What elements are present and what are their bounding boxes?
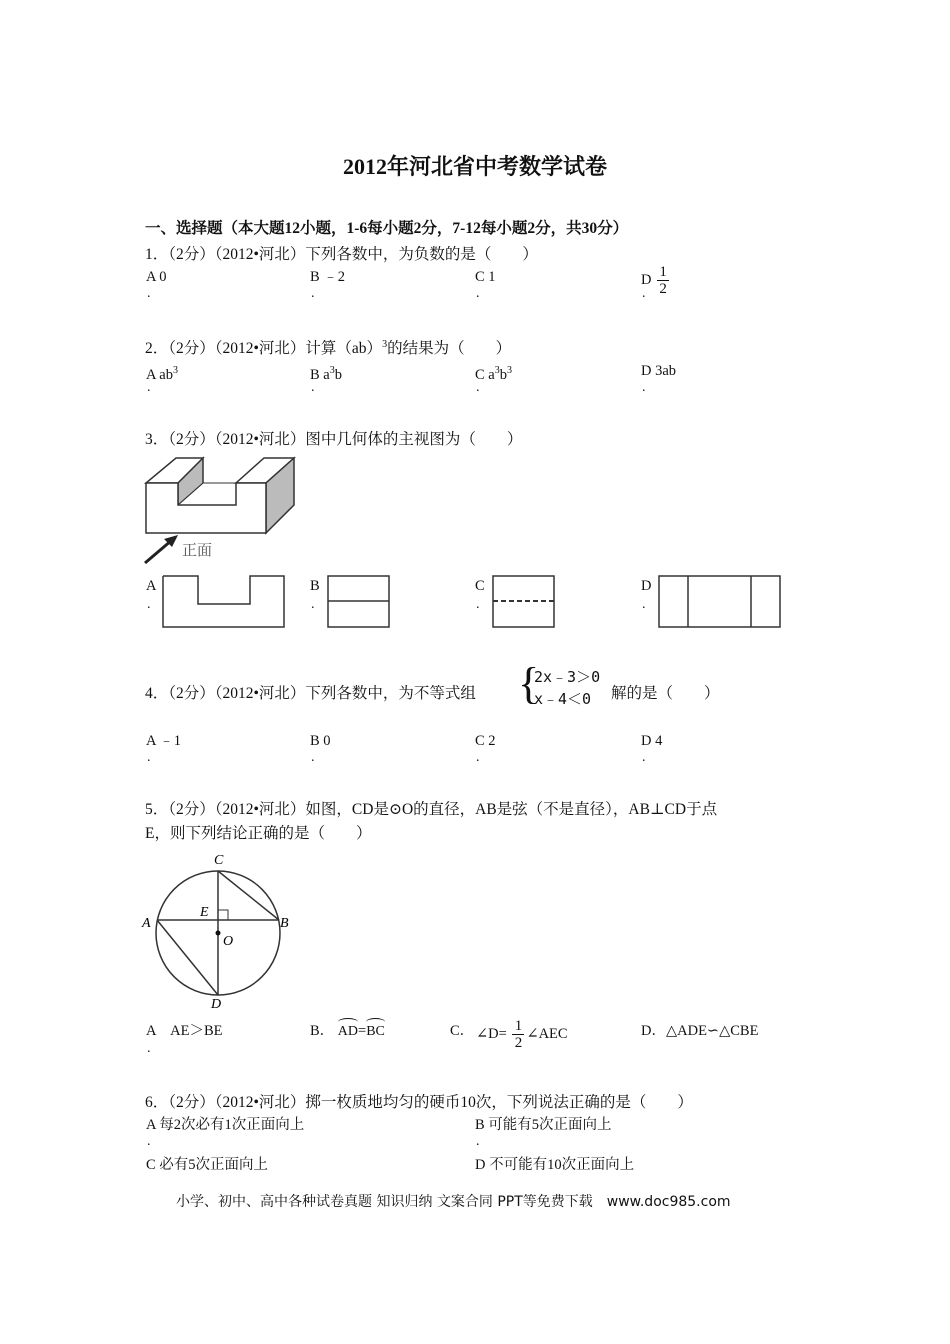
q6-option-c[interactable]: C 必有5次正面向上	[146, 1157, 269, 1173]
q6-option-a-dot: .	[147, 1134, 151, 1149]
q1-option-c[interactable]: C 1	[475, 269, 496, 285]
q1-option-a[interactable]: A 0	[146, 269, 167, 285]
q2-stem-exponent: 3	[382, 338, 388, 350]
q5-label-c: C	[214, 853, 224, 868]
q2-stem-text: 2．（2分）（2012•河北）计算（ab）	[145, 340, 383, 357]
q2-option-a-text: A ab	[146, 366, 173, 383]
q4-option-d-dot: .	[642, 750, 646, 765]
q3-option-d[interactable]: D	[641, 578, 652, 594]
page-title: 2012年河北省中考数学试卷	[342, 154, 607, 179]
q5-label-o: O	[223, 934, 234, 949]
q1-option-d-dot: .	[642, 286, 646, 301]
q2-option-c-text: C a	[475, 366, 495, 383]
q6-option-b-dot: .	[476, 1134, 480, 1149]
q4-option-b[interactable]: B 0	[310, 733, 331, 749]
q4-stem-post: 解的是（ ）	[611, 685, 720, 702]
q2-stem	[145, 336, 511, 358]
q2-option-d[interactable]: D 3ab	[641, 363, 677, 379]
q2-option-b-dot: .	[311, 380, 315, 395]
q2-option-b-exp: 3	[329, 365, 335, 376]
q3-option-b-dot: .	[311, 597, 315, 612]
q5-option-b[interactable]	[310, 1018, 385, 1042]
q5-label-d: D	[211, 997, 222, 1012]
q2-option-b[interactable]	[310, 361, 342, 385]
q5-label-a: A	[142, 916, 151, 931]
fraction-denominator: 2	[514, 1035, 523, 1051]
q5-arc-ad: AD	[338, 1018, 358, 1042]
fraction-numerator: 1	[659, 264, 667, 280]
q2-option-c-dot: .	[476, 380, 480, 395]
q5-circle-figure	[138, 848, 298, 1013]
q1-option-a-dot: .	[147, 286, 151, 301]
q5-label-e: E	[200, 905, 209, 920]
q4-option-a[interactable]: A ﹣1	[146, 733, 182, 749]
q2-option-b-text: B a	[310, 366, 330, 383]
q2-option-d-dot: .	[642, 380, 646, 395]
q3-option-c-dot: .	[476, 597, 480, 612]
q5-option-c[interactable]	[476, 1018, 568, 1051]
fraction-denominator: 2	[659, 281, 667, 297]
q5-arc-bc: BC	[366, 1018, 385, 1042]
q1-option-d-label: D	[641, 271, 652, 288]
q2-option-a-exp: 3	[172, 365, 178, 376]
q6-stem: 6．（2分）（2012•河北）掷一枚质地均匀的硬币10次，下列说法正确的是（ ）	[145, 1094, 693, 1111]
q3-option-c-figure[interactable]	[492, 575, 556, 629]
q3-stem: 3．（2分）（2012•河北）图中几何体的主视图为（ ）	[145, 431, 523, 448]
q5-stem-line2: E，则下列结论正确的是（ ）	[145, 825, 372, 842]
q4-option-c-dot: .	[476, 750, 480, 765]
q5-option-c-fraction	[512, 1018, 524, 1051]
q1-option-c-dot: .	[476, 286, 480, 301]
q2-option-a[interactable]	[146, 361, 178, 385]
q6-option-a[interactable]: A 每2次必有1次正面向上	[146, 1117, 305, 1133]
q3-front-label: 正面	[182, 541, 213, 559]
q3-solid-figure	[140, 455, 300, 570]
q4-stem-pre: 4．（2分）（2012•河北）下列各数中，为不等式组	[145, 685, 476, 702]
q4-brace: {	[518, 659, 540, 708]
q3-option-c[interactable]: C	[475, 578, 485, 594]
q5-option-a[interactable]: A AE＞BE	[146, 1023, 223, 1039]
q4-option-b-dot: .	[311, 750, 315, 765]
q5-option-b-equals: =	[358, 1023, 367, 1039]
q3-option-b-figure[interactable]	[327, 575, 391, 629]
footer-ad[interactable]: 小学、初中、高中各种试卷真题 知识归纳 文案合同 PPT等免费下载 www.doc985.com	[176, 1194, 731, 1210]
fraction-numerator: 1	[514, 1018, 523, 1034]
q2-option-c-exp2: 3	[506, 365, 512, 376]
q5-option-d[interactable]: D．△ADE∽△CBE	[641, 1023, 759, 1039]
q1-stem: 1．（2分）（2012•河北）下列各数中，为负数的是（ ）	[145, 246, 538, 263]
q2-option-a-dot: .	[147, 380, 151, 395]
q2-option-c-exp1: 3	[494, 365, 500, 376]
q1-option-d-fraction	[657, 264, 669, 297]
q3-option-a-dot: .	[147, 597, 151, 612]
q5-option-c-label[interactable]: C．	[450, 1023, 475, 1039]
q4-inequality-system	[534, 666, 600, 710]
q4-inequality-1: 2x﹣3＞0	[534, 668, 601, 686]
q2-stem-tail: 的结果为（ ）	[387, 340, 512, 357]
q3-option-a[interactable]: A	[146, 578, 157, 594]
q5-option-c-pre: ∠D=	[476, 1025, 507, 1042]
q3-option-d-dot: .	[642, 597, 646, 612]
q1-option-b[interactable]: B ﹣2	[310, 269, 346, 285]
q6-option-b[interactable]: B 可能有5次正面向上	[475, 1117, 612, 1133]
q5-option-c-post: ∠AEC	[526, 1025, 568, 1042]
q6-option-d[interactable]: D 不可能有10次正面向上	[475, 1157, 635, 1173]
q2-option-b-tail: b	[334, 366, 342, 383]
q3-option-d-figure[interactable]	[658, 575, 782, 629]
q4-inequality-2: x﹣4＜0	[534, 690, 592, 708]
q5-option-b-label: B．	[310, 1023, 335, 1039]
q1-option-b-dot: .	[311, 286, 315, 301]
q3-option-b[interactable]: B	[310, 578, 320, 594]
section-heading: 一、选择题（本大题12小题，1-6每小题2分，7-12每小题2分，共30分）	[145, 220, 629, 237]
q2-option-c-mid: b	[499, 366, 507, 383]
q1-option-d[interactable]	[641, 264, 671, 297]
q4-option-c[interactable]: C 2	[475, 733, 496, 749]
q2-option-c[interactable]	[475, 361, 512, 385]
q5-stem-line1: 5．（2分）（2012•河北）如图，CD是⊙O的直径，AB是弦（不是直径），AB⊥CD于点	[145, 801, 718, 818]
q5-label-b: B	[280, 916, 289, 931]
q5-option-a-dot: .	[147, 1041, 151, 1056]
q4-option-a-dot: .	[147, 750, 151, 765]
q4-option-d[interactable]: D 4	[641, 733, 663, 749]
q3-option-a-figure[interactable]	[162, 575, 286, 629]
